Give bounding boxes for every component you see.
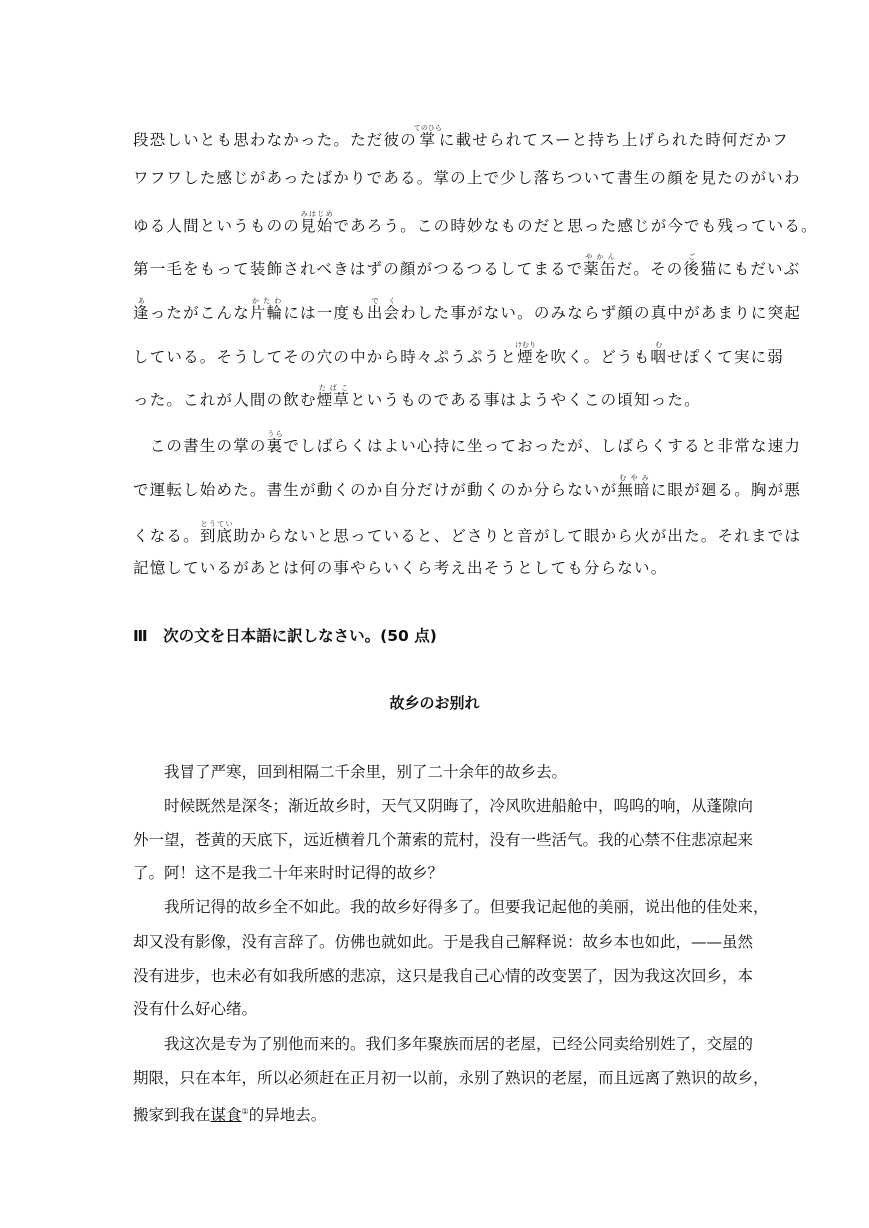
ruby-word: 無暗むやみ	[617, 474, 651, 499]
ruby-reading: みはじめ	[300, 210, 334, 218]
jp-line	[133, 297, 802, 323]
jp-text: には一度も	[283, 304, 367, 322]
ruby-reading: けむり	[514, 341, 536, 349]
ruby-reading: てのひら	[413, 124, 442, 132]
ruby-word: 薬缶やかん	[583, 253, 617, 278]
zh-line: 没有进步，也未必有如我所感的悲凉，这只是我自己心情的改变罢了，因为我这次回乡，本	[133, 967, 754, 985]
ruby-reading: とうてい	[199, 520, 234, 528]
jp-text: で運転し始めた。書生が動くのか自分だけが動くのか分らないが	[133, 481, 618, 499]
zh-line: 时候既然是深冬；渐近故乡时，天气又阴晦了，冷风吹进船舱中，呜呜的响，从蓬隙向	[133, 797, 754, 815]
jp-line	[133, 210, 818, 236]
zh-line: 外一望，苍黄的天底下，远近横着几个萧索的荒村，没有一些活气。我的心禁不住悲凉起来	[133, 831, 754, 849]
ruby-word: 咽む	[650, 341, 668, 366]
jp-text: ったがこんな	[149, 304, 250, 322]
zh-last-after: 的异地去。	[248, 1106, 327, 1125]
ruby-word: 逢あ	[133, 297, 150, 322]
ruby-reading: で	[366, 297, 384, 305]
ruby-word: 煙けむり	[514, 341, 536, 366]
jp-text: している。そうしてその穴の中から時々ぷうぷうと	[133, 348, 518, 366]
ruby-word: 掌てのひら	[413, 124, 442, 149]
jp-line	[133, 253, 801, 279]
jp-line	[133, 558, 753, 578]
ruby-reading: む	[650, 341, 668, 349]
jp-text: 助からないと思っていると、どさりと音がして眼から火が出た。それまでは	[233, 527, 802, 545]
jp-text: 記憶しているがあとは何の事やらいくら考え出そうとしても分らない。	[133, 559, 668, 577]
ruby-word: 出で	[366, 297, 384, 322]
jp-text: わした事がない。のみならず顔の真中があまりに突起	[400, 304, 802, 322]
ruby-reading: ご	[683, 253, 701, 261]
zh-last-line	[133, 1102, 739, 1125]
ruby-word: 後ご	[683, 253, 701, 278]
zh-line: 我这次是专为了别他而来的。我们多年聚族而居的老屋，已经公同卖给别姓了，交屋的	[133, 1035, 754, 1053]
jp-text: ゆる人間というものの	[133, 217, 301, 235]
jp-text: 猫にもだいぶ	[700, 260, 801, 278]
ruby-reading: く	[383, 297, 401, 305]
ruby-reading: むやみ	[617, 474, 651, 482]
footnote-mark: ①	[241, 1107, 249, 1116]
jp-text: この書生の掌の	[133, 437, 267, 455]
passage-title: 故乡のお别れ	[389, 694, 480, 712]
jp-line	[133, 341, 785, 367]
zh-line: 了。阿！这不是我二十年来时时记得的故乡？	[133, 864, 444, 882]
zh-last-before: 搬家到我在	[133, 1106, 211, 1125]
jp-text: を吹く。どうも	[533, 348, 651, 366]
jp-text: 第一毛をもって装飾されべきはずの顔がつるつるしてまるで	[133, 260, 584, 278]
ruby-word: 見始みはじめ	[300, 210, 334, 235]
ruby-word: 煙草たばこ	[316, 384, 351, 409]
zh-line: 我所记得的故乡全不如此。我的故乡好得多了。但要我记起他的美丽，说出他的佳处来，	[133, 898, 769, 916]
jp-text: でしばらくはよい心持に坐っておったが、しばらくすると非常な速力	[283, 437, 802, 455]
ruby-reading: かたわ	[249, 297, 284, 305]
ruby-word: 片輪かたわ	[249, 297, 284, 322]
jp-text: に眼が廻る。胸が悪	[650, 481, 802, 499]
ruby-word: 裏うら	[266, 430, 284, 455]
ruby-word: 到底とうてい	[199, 520, 234, 545]
jp-text: せぽくて実に弱	[667, 348, 785, 366]
jp-text: に載せられてスーと持ち上げられた時何だかフ	[438, 131, 789, 149]
jp-text: であろう。この時妙なものだと思った感じが今でも残っている。	[333, 217, 818, 235]
zh-line: 没有什么好心绪。	[133, 1000, 258, 1018]
ruby-reading: たばこ	[316, 384, 351, 392]
underlined-term: 谋食	[210, 1106, 242, 1125]
jp-text: った。これが人間の飲む	[133, 391, 317, 409]
zh-line: 我冒了严寒，回到相隔二千余里，别了二十余年的故乡去。	[133, 763, 568, 781]
jp-line	[133, 474, 802, 500]
jp-line	[133, 124, 789, 150]
jp-text: ワフワした感じがあったばかりである。掌の上で少し落ちついて書生の顔を見たのがいわ	[133, 169, 801, 187]
jp-line	[133, 520, 802, 546]
ruby-word: 会く	[383, 297, 401, 322]
jp-line	[133, 430, 802, 456]
ruby-reading: あ	[133, 297, 150, 305]
jp-line	[133, 384, 753, 410]
zh-line: 期限，只在本年，所以必须赶在正月初一以前，永别了熟识的老屋，而且远离了熟识的故乡，	[133, 1069, 769, 1087]
jp-text: というものである事はようやくこの頃知った。	[350, 391, 701, 409]
jp-text: だ。その	[616, 260, 684, 278]
jp-text: 段恐しいとも思わなかった。ただ彼の	[133, 131, 417, 149]
ruby-reading: やかん	[583, 253, 617, 261]
zh-line: 却又没有影像，没有言辞了。仿佛也就如此。于是我自己解释说：故乡本也如此，——虽然	[133, 933, 754, 951]
ruby-reading: うら	[266, 430, 284, 438]
section-heading: Ⅲ 次の文を日本語に訳しなさい。(50 点)	[133, 627, 437, 645]
jp-text: くなる。	[133, 527, 200, 545]
jp-line	[133, 168, 801, 188]
